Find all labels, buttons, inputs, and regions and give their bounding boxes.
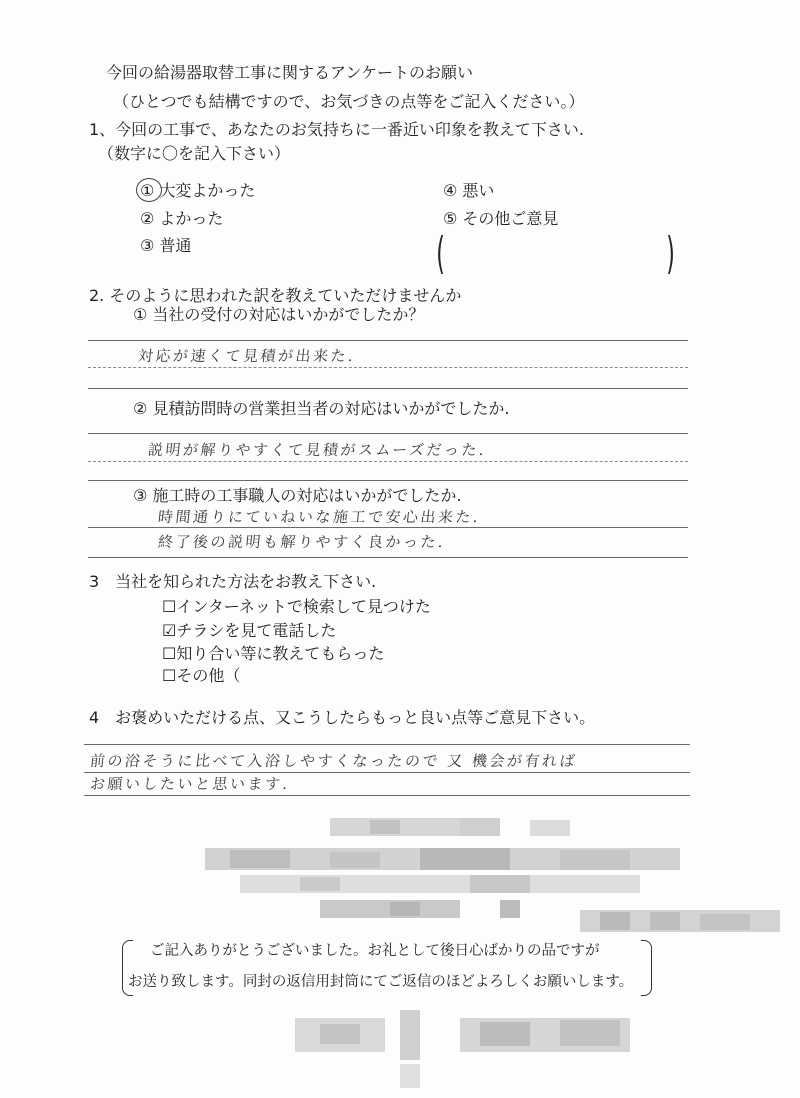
q2-sub3: ③ 施工時の工事職人の対応はいかがでしたか. <box>133 486 462 505</box>
q3-option-4-label: その他（ <box>176 666 241 685</box>
other-opinion-close-paren: ) <box>666 228 675 279</box>
other-opinion-open-paren: ( <box>436 228 445 279</box>
q4-answer-line1: 前の浴そうに比べて入浴しやすくなったので 又 機会が有れば <box>89 752 578 770</box>
q3-option-2 <box>162 621 336 641</box>
checkbox-unchecked-icon: ☐ <box>162 597 177 616</box>
q2-question: 2. そのように思われた訳を教えていただけませんか <box>89 286 462 305</box>
q3-option-3-label: 知り合い等に教えてもらった <box>176 644 385 663</box>
answer-line <box>88 480 688 481</box>
survey-title: 今回の給湯器取替工事に関するアンケートのお願い <box>106 63 474 82</box>
answer-line <box>88 340 688 341</box>
q1-option-3: ③ 普通 <box>140 236 192 255</box>
q1-option-1: ① 大変よかった <box>140 181 256 200</box>
q3-question: 3 当社を知られた方法をお教え下さい. <box>89 572 377 591</box>
q2-sub1: ① 当社の受付の対応はいかがでしたか？ <box>133 305 425 324</box>
q4-answer-line2: お願いしたいと思います. <box>89 775 291 793</box>
q1-question: 1、今回の工事で、あなたのお気持ちに一番近い印象を教えて下さい. <box>89 120 584 139</box>
answer-line <box>88 527 688 528</box>
q3-option-2-label: チラシを見て電話した <box>176 621 337 640</box>
thank-you-line2: お送り致します。同封の返信用封筒にてご返信のほどよろしくお願いします。 <box>128 974 634 990</box>
bracket-right <box>641 940 652 996</box>
answer-line <box>84 795 690 796</box>
q1-option-4: ④ 悪い <box>443 181 495 200</box>
checkbox-unchecked-icon: ☐ <box>162 644 177 663</box>
answer-line <box>88 433 688 434</box>
q3-option-1 <box>162 597 431 617</box>
q3-option-3 <box>162 644 384 664</box>
checkbox-unchecked-icon: ☐ <box>162 666 177 685</box>
checkbox-checked-icon: ☑ <box>162 621 177 640</box>
q2-sub2: ② 見積訪問時の営業担当者の対応はいかがでしたか. <box>133 399 510 418</box>
answer-line <box>84 744 690 745</box>
thank-you-line1: ご記入ありがとうございました。お礼として後日心ばかりの品ですが <box>150 943 600 959</box>
q2-answer1: 対応が速くて見積が出来た. <box>137 347 357 365</box>
answer-line <box>88 388 688 389</box>
q1-note: （数字に〇を記入下さい） <box>98 144 291 163</box>
q1-option-5: ⑤ その他ご意見 <box>443 209 559 228</box>
q1-option-2: ② よかった <box>140 209 224 228</box>
q3-option-1-label: インターネットで検索して見つけた <box>176 597 431 616</box>
answer-line-dashed <box>88 367 688 368</box>
q4-question: 4 お褒めいただける点、又こうしたらもっと良い点等ご意見下さい。 <box>89 708 596 727</box>
answer-line <box>88 557 688 558</box>
q2-answer2: 説明が解りやすくて見積がスムーズだった. <box>147 441 488 459</box>
answer-line-dashed <box>88 461 688 462</box>
q3-option-4 <box>162 666 240 686</box>
q2-answer3-line1: 時間通りにていねいな施工で安心出来た. <box>157 508 482 526</box>
survey-subtitle: （ひとつでも結構ですので、お気づきの点等をご記入ください。） <box>113 92 585 111</box>
q2-answer3-line2: 終了後の説明も解りやすく良かった. <box>157 533 447 551</box>
